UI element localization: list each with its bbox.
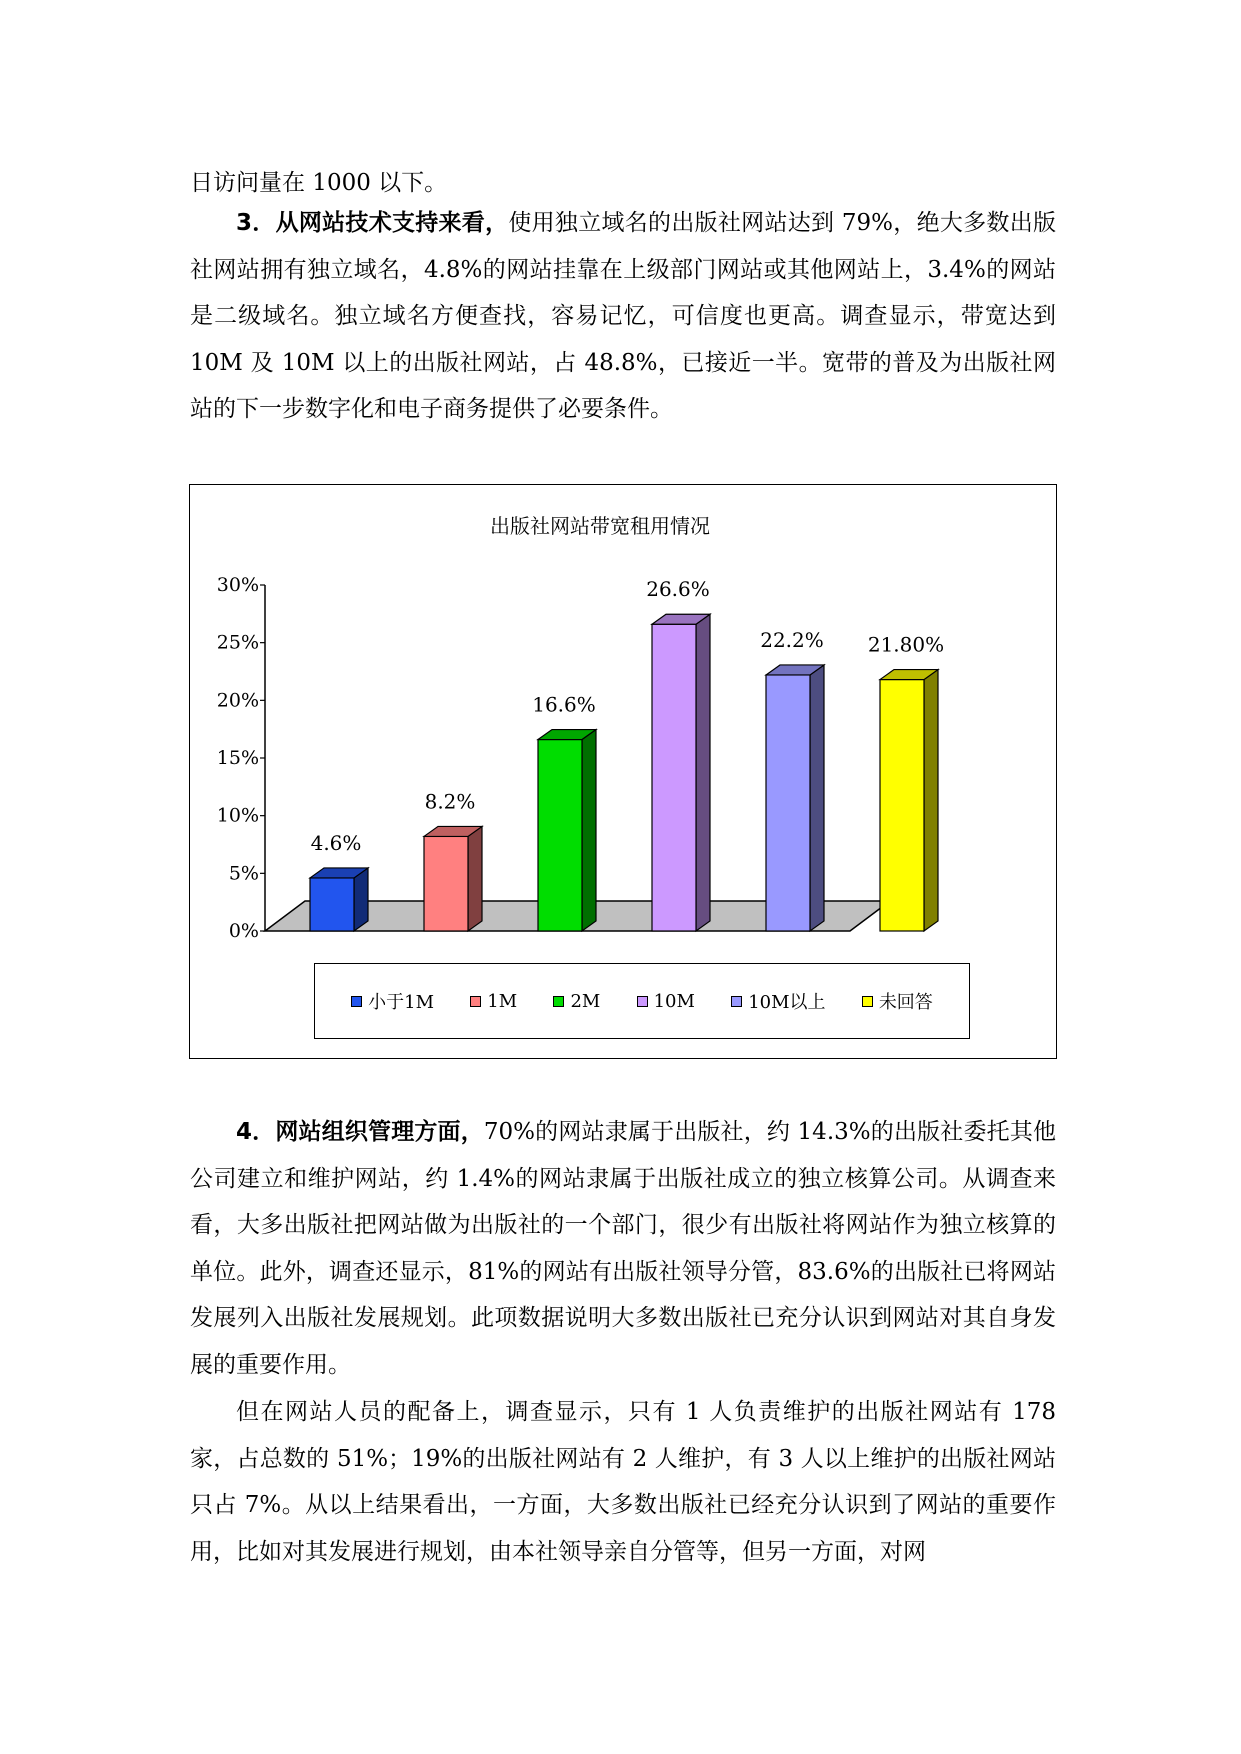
legend-label: 小于1M: [368, 992, 435, 1013]
bar-front: [652, 624, 696, 931]
paragraph-intro: 日访问量在 1000 以下。: [190, 170, 448, 196]
bar-side: [354, 868, 368, 931]
bar-front: [880, 680, 924, 931]
chart-title: 出版社网站带宽租用情况: [490, 514, 710, 538]
text-tech-support: 使用独立域名的出版社网站达到 79%，绝大多数出版社网站拥有独立域名，4.8%的网站挂靠在上级部门网站或其他网站上，3.4%的网站是二级域名。独立域名方便查找，容易记忆，可信度也更高。调查显示，带宽达到 10M 及 10M 以上的出版社网站，占 48.8%，已接近一半。宽带的普及为出版社网站的下一步数字化和电子商务提供了必要条件。: [190, 210, 1056, 422]
bar-side: [582, 730, 596, 931]
bar-front: [538, 740, 582, 931]
legend-label: 10M以上: [748, 992, 826, 1013]
bar-series: [310, 577, 944, 931]
y-axis-ticks: [217, 574, 265, 942]
paragraph-management: [190, 1109, 1056, 1388]
legend-item: [553, 991, 600, 1012]
y-tick-label: 0%: [228, 920, 259, 942]
legend-item: [862, 988, 933, 1014]
bar-data-label: 4.6%: [310, 830, 362, 855]
bar-side: [810, 665, 824, 931]
legend-item: [351, 988, 434, 1014]
legend-item: [470, 991, 517, 1012]
heading-management: 4．网站组织管理方面，: [236, 1119, 484, 1145]
y-tick-label: 20%: [216, 689, 259, 712]
bandwidth-chart: [189, 484, 1057, 1059]
bar-front: [424, 836, 468, 931]
y-tick-label: 15%: [216, 747, 259, 769]
y-tick-label: 25%: [216, 631, 259, 654]
legend-item: [637, 991, 695, 1012]
bar-side: [924, 670, 938, 931]
legend-swatch: [731, 996, 742, 1007]
legend-swatch: [637, 996, 648, 1007]
chart-legend: [314, 963, 970, 1039]
bar-data-label: 8.2%: [424, 789, 476, 814]
paragraph-staffing: 但在网站人员的配备上，调查显示，只有 1 人负责维护的出版社网站有 178 家，占总数的 51%；19%的出版社网站有 2 人维护，有 3 人以上维护的出版社网站只占 7%。从以上结果看出，一方面，大多数出版社已经充分认识到了网站的重要作用，比如对其发展进行规划，由本社领导亲自分管等，但另一方面，对网: [190, 1399, 1056, 1565]
legend-label: 未回答: [878, 992, 933, 1013]
bar-front: [310, 878, 354, 931]
legend-item: [731, 988, 825, 1014]
legend-label: 2M: [570, 990, 601, 1012]
bar-side: [468, 826, 482, 931]
legend-label: 10M: [653, 990, 695, 1012]
legend-swatch: [470, 996, 481, 1007]
bar-side: [696, 614, 710, 931]
y-tick-label: 30%: [216, 574, 259, 596]
legend-swatch: [553, 996, 564, 1007]
bar-front: [766, 675, 810, 931]
y-tick-label: 10%: [216, 804, 259, 827]
legend-swatch: [351, 996, 362, 1007]
text-management: 70%的网站隶属于出版社，约 14.3%的出版社委托其他公司建立和维护网站，约 1.4%的网站隶属于出版社成立的独立核算公司。从调查来看，大多出版社把网站做为出版社的一个部门，很少有出版社将网站作为独立核算的单位。此外，调查还显示，81%的网站有出版社领导分管，83.6%的出版社已将网站发展列入出版社发展规划。此项数据说明大多数出版社已充分认识到网站对其自身发展的重要作用。: [190, 1119, 1056, 1378]
legend-swatch: [862, 996, 873, 1007]
y-tick-label: 5%: [228, 862, 259, 885]
heading-tech-support: 3．从网站技术支持来看，: [236, 210, 509, 236]
bar-data-label: 16.6%: [532, 692, 596, 717]
bar-data-label: 26.6%: [646, 577, 710, 602]
paragraph-tech-support: [190, 200, 1056, 433]
legend-label: 1M: [487, 990, 518, 1012]
bar-data-label: 22.2%: [760, 627, 824, 652]
bar-data-label: 21.80%: [867, 632, 945, 657]
